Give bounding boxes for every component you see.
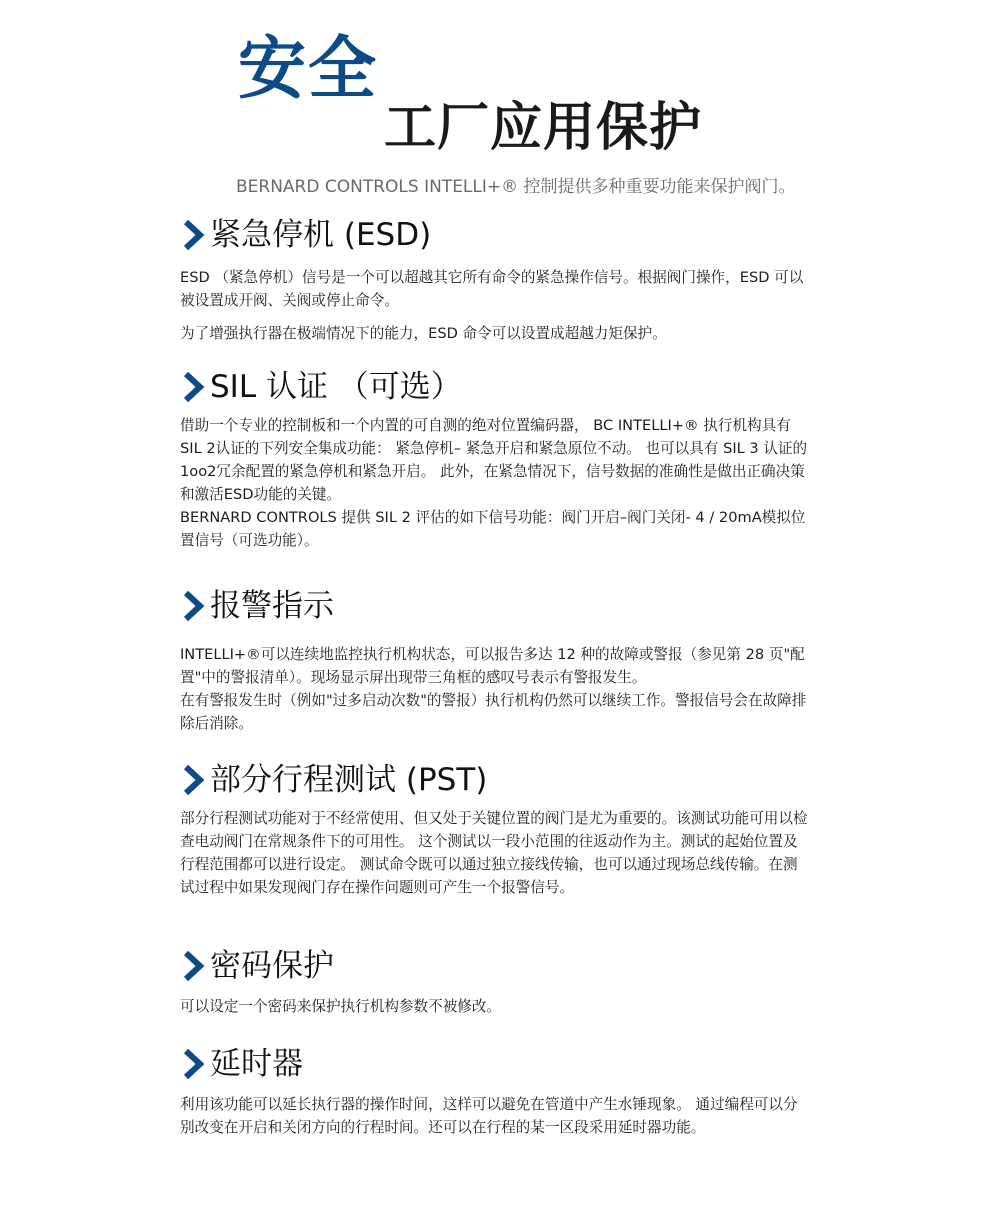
section-paragraph: 借助一个专业的控制板和一个内置的可自测的绝对位置编码器， BC INTELLI+® 执行机构具有 SIL 2认证的下列安全集成功能： 紧急停机– 紧急开启和紧急原位不动。 也可以具有 SIL 3 认证的1oo2冗余配置的紧急停机和紧急开启。 此外，在紧急情况下，信号数据的准确性是做出正确决策和激活ESD功能的关键。 [180, 417, 808, 503]
chevron-right-icon [180, 218, 206, 252]
section-paragraph: BERNARD CONTROLS 提供 SIL 2 评估的如下信号功能：阀门开启–阀门关闭- 4 / 20mA模拟位置信号（可选功能）。 [180, 509, 806, 549]
section-paragraph: ESD （紧急停机）信号是一个可以超越其它所有命令的紧急操作信号。根据阀门操作，ESD 可以被设置成开阀、关阀或停止命令。 [180, 269, 804, 309]
section-heading [180, 583, 820, 629]
section-heading [180, 943, 820, 989]
section-esd [180, 212, 820, 345]
chevron-right-icon [180, 763, 206, 797]
section-title: 紧急停机 (ESD) [210, 217, 432, 253]
section-paragraph: 在有警报发生时（例如"过多启动次数"的警报）执行机构仍然可以继续工作。警报信号会在故障排除后消除。 [180, 692, 807, 732]
section-heading [180, 757, 820, 803]
chevron-right-icon [180, 949, 206, 983]
section-title: 报警指示 [210, 588, 334, 624]
section-title: 部分行程测试 (PST) [210, 762, 488, 798]
section-pst [180, 757, 820, 899]
page-title: 安全 [238, 30, 379, 109]
chevron-right-icon [180, 370, 206, 404]
section-sil [180, 364, 820, 552]
section-title: 延时器 [210, 1046, 303, 1082]
section-paragraph: 利用该功能可以延长执行器的操作时间，这样可以避免在管道中产生水锤现象。 通过编程可以分别改变在开启和关闭方向的行程时间。还可以在行程的某一区段采用延时器功能。 [180, 1096, 798, 1136]
section-paragraph: INTELLI+®可以连续地监控执行机构状态，可以报告多达 12 种的故障或警报（参见第 28 页"配置"中的警报清单）。现场显示屏出现带三角框的感叹号表示有警报发生。 [180, 646, 805, 686]
section-title: 密码保护 [210, 948, 334, 984]
chevron-right-icon [180, 1047, 206, 1081]
section-alarm [180, 583, 820, 735]
section-timer [180, 1041, 820, 1139]
section-paragraph: 为了增强执行器在极端情况下的能力，ESD 命令可以设置成超越力矩保护。 [180, 325, 667, 342]
tagline: BERNARD CONTROLS INTELLI+® 控制提供多种重要功能来保护阀门。 [236, 177, 796, 197]
page-subtitle: 工厂应用保护 [384, 98, 703, 158]
section-heading [180, 212, 820, 258]
section-heading [180, 1041, 820, 1087]
chevron-right-icon [180, 589, 206, 623]
section-paragraph: 部分行程测试功能对于不经常使用、但又处于关键位置的阀门是尤为重要的。该测试功能可用以检查电动阀门在常规条件下的可用性。 这个测试以一段小范围的往返动作为主。测试的起始位置及行程范围都可以进行设定。 测试命令既可以通过独立接线传输，也可以通过现场总线传输。在测试过程中如果发现阀门存在操作问题则可产生一个报警信号。 [180, 810, 808, 896]
section-heading [180, 364, 820, 410]
section-paragraph: 可以设定一个密码来保护执行机构参数不被修改。 [180, 998, 502, 1015]
section-title: SIL 认证 （可选） [210, 369, 462, 405]
section-password [180, 943, 820, 1018]
